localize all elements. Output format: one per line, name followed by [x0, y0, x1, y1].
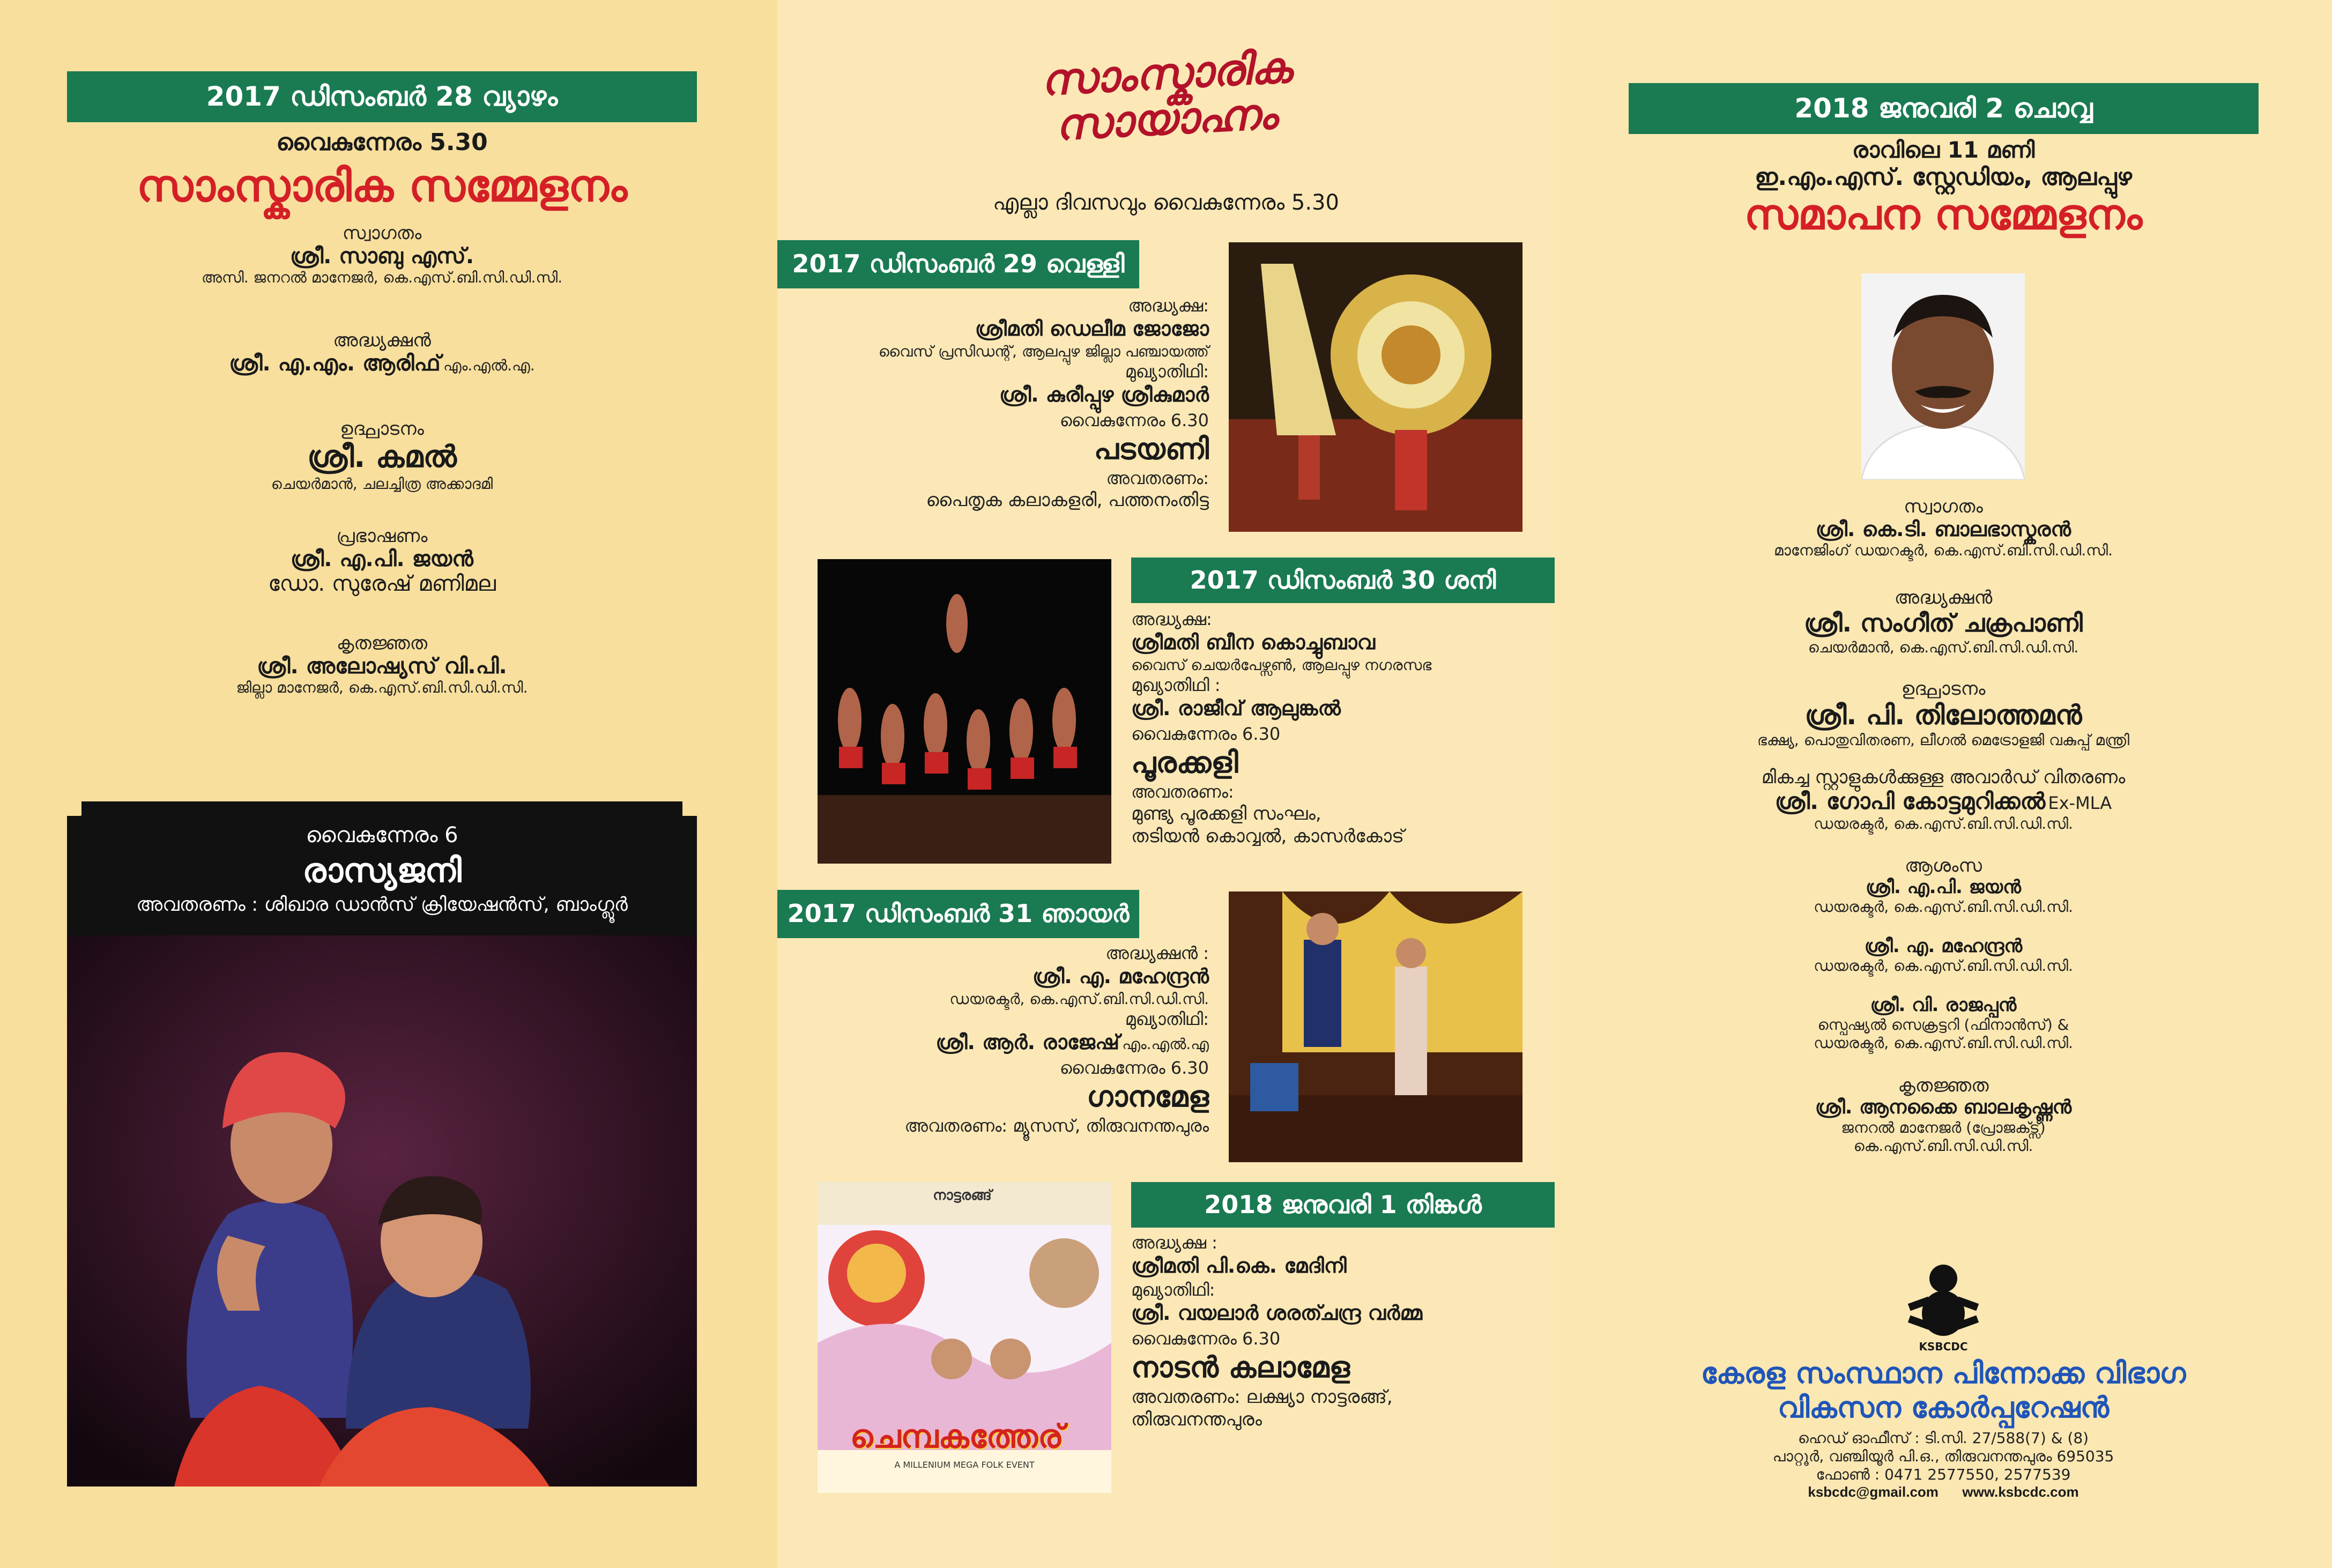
left-item-speech	[0, 525, 764, 633]
show-title: രാസ്യജനി	[302, 851, 462, 890]
role-label: അദ്ധ്യക്ഷ:	[1131, 609, 1212, 629]
date-bar-jan1	[1131, 1182, 1555, 1228]
role-label: ഉദ്ഘാടനം	[1901, 678, 1986, 700]
person-name: ശ്രീ. അലോഷ്യസ് വി.പി.	[257, 654, 507, 679]
show-time: വൈകുന്നേരം 6.30	[1059, 1058, 1209, 1078]
right-date-bar	[1629, 83, 2259, 134]
presenter-name: മുണ്ട്യ പൂരക്കളി സംഘം,	[1131, 802, 1321, 824]
presenter-label: അവതരണം:	[1106, 467, 1209, 488]
ksbcdc-logo-icon	[1903, 1262, 1984, 1348]
day31-details	[777, 942, 1209, 1136]
person-desc: ഡയരക്ടർ, കെ.എസ്.ബി.സി.ഡി.സി.	[1814, 815, 2073, 833]
presenter-name: പൈതൃക കലാകളരി, പത്തനംതിട്ട	[926, 489, 1209, 511]
person-name: ശ്രീ. കമൽ	[307, 440, 457, 474]
person-desc: വൈസ് പ്രസിഡന്റ്, ആലപ്പുഴ ജില്ലാ പഞ്ചായത്ത്	[878, 342, 1209, 360]
org-name-line2: വികസന കോർപ്പറേഷൻ	[1777, 1391, 2110, 1424]
chempakatheru-poster	[818, 1182, 1111, 1493]
person-name: ശ്രീ. പി. തിലോത്തമൻ	[1804, 700, 2082, 731]
person-desc: ഡോ. സുരേഷ് മണിമല	[268, 571, 496, 596]
left-title: സാംസ്കാരിക സമ്മേളനം	[136, 161, 628, 212]
org-email-link[interactable]: ksbcdc@gmail.com	[1808, 1484, 1939, 1500]
role-label: മുഖ്യാതിഥി:	[1125, 1008, 1209, 1029]
person-desc: ചെയർമാൻ, കെ.എസ്.ബി.സി.ഡി.സി.	[1808, 638, 2079, 656]
presenter-place: തടിയൻ കൊവ്വൽ, കാസർകോട്	[1131, 826, 1405, 847]
show-header	[67, 823, 697, 916]
person-name: ശ്രീ. സംഗീത് ചക്രപാണി	[1804, 608, 2083, 637]
person-desc: വൈസ് ചെയർപേഴ്സൺ, ആലപ്പുഴ നഗരസഭ	[1131, 656, 1432, 674]
date-bar-dec31	[777, 890, 1139, 938]
org-name-line1: കേരള സംസ്ഥാന പിന്നോക്ക വിഭാഗ	[1700, 1356, 2186, 1390]
org-address-line1: ഹെഡ് ഓഫീസ് : ടി.സി. 27/588(7) & (8)	[1798, 1429, 2089, 1447]
ganamela-photo	[1229, 891, 1523, 1162]
person-name: ശ്രീ. വയലാർ ശരത്ചന്ദ്ര വർമ്മ	[1131, 1301, 1423, 1325]
presenter-name: അവതരണം: ലക്ഷ്യാ നാട്ടരങ്ങ്,	[1131, 1386, 1393, 1408]
left-date-text: 2017 ഡിസംബർ 28 വ്യാഴം	[206, 81, 558, 112]
presenter-place: തിരുവനന്തപുരം	[1131, 1409, 1262, 1430]
left-date-bar	[67, 71, 697, 122]
poster-title: ചെമ്പകത്തേര്	[850, 1418, 1064, 1455]
show-presenter: അവതരണം : ശിഖാര ഡാൻസ് ക്രിയേഷൻസ്, ബാംഗ്ലൂർ	[136, 894, 628, 916]
person-name: ശ്രീ. എ.പി. ജയൻ	[291, 547, 473, 571]
poorakkali-photo	[818, 559, 1111, 864]
role-label: മുഖ്യാതിഥി :	[1131, 674, 1221, 695]
person-name: ശ്രീ. സാബു എസ്.	[289, 244, 474, 269]
person-suffix: എം.എൽ.എ.	[443, 356, 535, 374]
role-label: അദ്ധ്യക്ഷൻ :	[1105, 943, 1209, 963]
right-panel	[1555, 0, 2332, 1568]
date-bar-dec29	[777, 240, 1139, 288]
chief-guest-portrait	[1861, 273, 2025, 480]
left-item-inauguration	[0, 418, 764, 525]
show-title: പൂരക്കളി	[1131, 746, 1238, 779]
role-label: മുഖ്യാതിഥി:	[1125, 361, 1209, 382]
person-desc2: കെ.എസ്.ബി.സി.ഡി.സി.	[1853, 1137, 2033, 1155]
person-desc: ഡയരക്ടർ, കെ.എസ്.ബി.സി.ഡി.സി.	[1814, 957, 2073, 975]
padayani-photo	[1229, 242, 1523, 532]
corner-square	[682, 787, 711, 816]
left-item-welcome	[0, 222, 764, 330]
right-item-chair	[1555, 587, 2332, 678]
date-bar-dec30	[1131, 558, 1555, 603]
person-desc: ഡയരക്ടർ, കെ.എസ്.ബി.സി.ഡി.സി.	[1814, 898, 2073, 916]
org-block	[1555, 1356, 2332, 1500]
date-text: 2017 ഡിസംബർ 30 ശനി	[1190, 565, 1496, 594]
person-desc2: ഡയരക്ടർ, കെ.എസ്.ബി.സി.ഡി.സി.	[1814, 1034, 2073, 1052]
person-name: ശ്രീമതി ഡെലീമ ജോജോ	[975, 317, 1209, 340]
person-name: ശ്രീ. ആർ. രാജേഷ്	[935, 1030, 1120, 1054]
show-title: പടയണി	[1094, 432, 1209, 466]
role-label: അദ്ധ്യക്ഷൻ	[333, 330, 431, 351]
logo-caption: KSBCDC	[1919, 1340, 1968, 1353]
day29-details	[777, 295, 1209, 511]
daily-time: എല്ലാ ദിവസവും വൈകുന്നേരം 5.30	[993, 190, 1339, 215]
person-name: ശ്രീ. രാജീവ് ആലുങ്കൽ	[1131, 696, 1341, 720]
role-label: കൃതജ്ഞത	[1898, 1075, 1989, 1096]
left-program	[0, 222, 764, 697]
show-time: വൈകുന്നേരം 6.30	[1131, 1328, 1281, 1349]
person-name: ശ്രീ. എ.പി. ജയൻ	[1866, 876, 2021, 898]
person-name: ശ്രീ. ആനക്കൈ ബാലകൃഷ്ണൻ	[1815, 1096, 2072, 1118]
event-venue: ഇ.എം.എസ്. സ്റ്റേഡിയം, ആലപ്പുഴ	[1755, 164, 2132, 191]
person-name: ശ്രീ. എ. മഹേന്ദ്രൻ	[1033, 964, 1209, 988]
person-desc: ചെയർമാൻ, ചലച്ചിത്ര അക്കാദമി	[271, 475, 493, 493]
person-desc: സ്പെഷ്യൽ സെക്രട്ടറി (ഫിനാൻസ്) &	[1817, 1016, 2069, 1034]
person-name: ശ്രീ. കുരീപ്പുഴ ശ്രീകുമാർ	[999, 382, 1209, 406]
person-desc: ജില്ലാ മാനേജർ, കെ.എസ്.ബി.സി.ഡി.സി.	[236, 679, 528, 696]
date-text: 2018 ജനുവരി 1 തിങ്കൾ	[1204, 1190, 1482, 1219]
left-time: വൈകുന്നേരം 5.30	[276, 129, 488, 156]
person-desc: ജനറൽ മാനേജർ (പ്രോജക്ട്സ്)	[1841, 1119, 2046, 1136]
event-title: സമാപന സമ്മേളനം	[1744, 191, 2143, 239]
person-name: ശ്രീ. എ.എം. ആരിഫ്	[229, 351, 441, 376]
right-item-award	[1555, 767, 2332, 855]
person-name: ശ്രീമതി പി.കെ. മേദിനി	[1131, 1254, 1347, 1277]
person-desc: മാനേജിംഗ് ഡയറക്ടർ, കെ.എസ്.ബി.സി.ഡി.സി.	[1773, 541, 2113, 559]
person-name: ശ്രീ. വി. രാജപ്പൻ	[1870, 994, 2017, 1016]
left-item-chair	[0, 330, 764, 418]
person-desc: ഡയരക്ടർ, കെ.എസ്.ബി.സി.ഡി.സി.	[949, 990, 1209, 1008]
jan1-details	[1131, 1232, 1539, 1431]
dance-photo	[67, 935, 697, 1487]
show-box	[67, 801, 697, 1487]
corner-square	[53, 787, 81, 816]
right-header	[1555, 137, 2332, 240]
poster-top-text: നാട്ടരങ്ങ്	[933, 1187, 992, 1203]
date-text: 2017 ഡിസംബർ 29 വെള്ളി	[792, 249, 1125, 278]
show-title: നാടൻ കലാമേള	[1131, 1350, 1350, 1384]
person-suffix: എം.എൽ.എ	[1122, 1035, 1209, 1053]
person-desc: അസി. ജനറൽ മാനേജർ, കെ.എസ്.ബി.സി.ഡി.സി.	[201, 269, 563, 286]
person-desc: ഭക്ഷ്യ, പൊതുവിതരണ, ലീഗൽ മെട്രോളജി വകുപ്പ് മന്ത്രി	[1757, 731, 2130, 749]
logo-line2: സായാഹ്നം	[1054, 88, 1278, 150]
show-title: ഗാനമേള	[1087, 1080, 1209, 1113]
show-time: വൈകുന്നേരം 6	[306, 823, 458, 848]
logo-line1: സാംസ്കാരിക	[1039, 41, 1293, 106]
role-label: അദ്ധ്യക്ഷ :	[1131, 1232, 1217, 1253]
role-label: ഉദ്ഘാടനം	[340, 418, 424, 440]
role-label: സ്വാഗതം	[342, 222, 422, 244]
person-name: ശ്രീ. എ. മഹേന്ദ്രൻ	[1864, 935, 2023, 957]
presenter-label: അവതരണം:	[1131, 781, 1234, 802]
role-label: സ്വാഗതം	[1904, 496, 1983, 517]
show-time: വൈകുന്നേരം 6.30	[1131, 724, 1281, 744]
left-panel	[0, 0, 777, 1568]
org-phone: ഫോൺ : 0471 2577550, 2577539	[1816, 1466, 2071, 1483]
person-name: ശ്രീ. കെ.ടി. ബാലഭാസ്കരൻ	[1815, 517, 2071, 541]
right-item-thanks	[1555, 1075, 2332, 1155]
presenter-name: അവതരണം: മ്യൂസസ്, തിരുവനന്തപുരം	[904, 1115, 1209, 1136]
role-label: കൃതജ്ഞത	[336, 633, 428, 654]
felicitation-2	[1555, 935, 2332, 994]
role-label: അദ്ധ്യക്ഷ:	[1128, 295, 1209, 316]
person-name: ശ്രീമതി ബീന കൊച്ചുബാവ	[1131, 630, 1375, 654]
poster-subtitle: A MILLENIUM MEGA FOLK EVENT	[894, 1460, 1035, 1470]
day30-details	[1131, 608, 1539, 848]
felicitation-1	[1555, 876, 2332, 935]
role-label: അദ്ധ്യക്ഷൻ	[1894, 587, 1993, 608]
right-program	[1555, 496, 2332, 1155]
festival-logo	[992, 41, 1340, 150]
role-label: മികച്ച സ്റ്റാളുകൾക്കുള്ള അവാർഡ് വിതരണം	[1761, 767, 2126, 788]
org-address-line2: പാറ്റൂർ, വഞ്ചിയൂർ പി.ഒ., തിരുവനന്തപുരം 695035	[1772, 1447, 2114, 1465]
middle-panel	[777, 0, 1555, 1568]
date-text: 2018 ജനുവരി 2 ചൊവ്വ	[1794, 93, 2093, 124]
role-label: പ്രഭാഷണം	[336, 525, 428, 547]
date-text: 2017 ഡിസംബർ 31 ഞായർ	[787, 899, 1130, 928]
felicitation-label: ആശംസ	[1905, 855, 1982, 876]
left-item-thanks	[0, 633, 764, 697]
org-website-link[interactable]: www.ksbcdc.com	[1962, 1484, 2079, 1500]
felicitation-3	[1555, 994, 2332, 1075]
show-time: വൈകുന്നേരം 6.30	[1059, 410, 1209, 430]
event-time: രാവിലെ 11 മണി	[1852, 137, 2035, 163]
person-name: ശ്രീ. ഗോപി കോട്ടമുറിക്കൽ	[1774, 788, 2046, 814]
right-item-inauguration	[1555, 678, 2332, 767]
right-item-welcome	[1555, 496, 2332, 587]
role-label: മുഖ്യാതിഥി:	[1131, 1279, 1215, 1300]
person-suffix: Ex-MLA	[2048, 793, 2112, 813]
